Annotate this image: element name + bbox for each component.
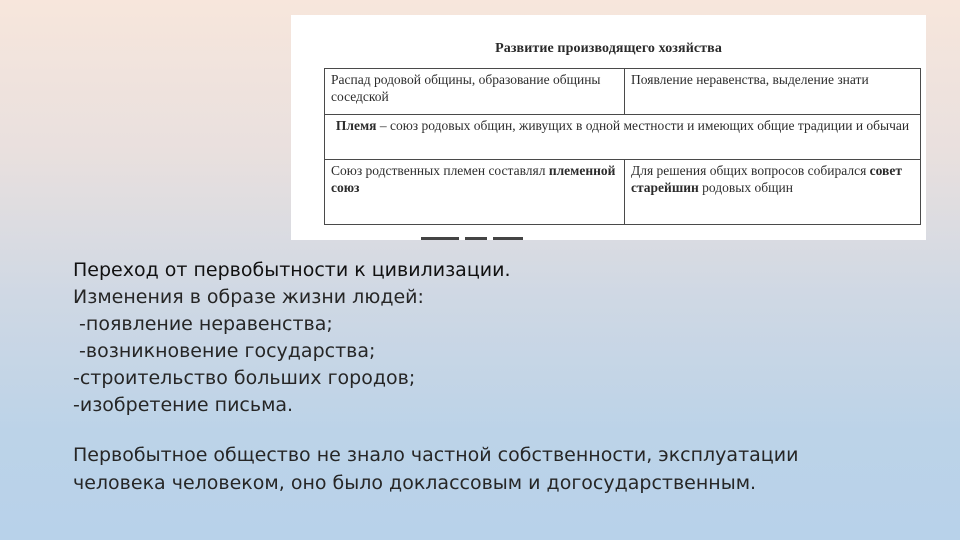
list-item: -строительство больших городов; [73,367,416,389]
tribe-term: Племя [335,118,377,133]
elders-council-term: совет старейшин [631,163,902,195]
tribal-union-term: племенной союз [331,163,616,195]
table-row [325,115,920,160]
development-table [324,68,921,225]
tribal-union-text: Союз родственных племен составлял [331,163,549,178]
table-cell-community-decay: Распад родовой общины, образование общины соседской [325,69,625,114]
table-row [325,160,920,224]
list-item: -изобретение письма. [73,394,294,416]
cropped-text-fragment [421,234,571,240]
table-image [291,15,926,240]
elders-council-text: Для решения общих вопросов собирался [631,163,870,178]
section-subheading: Изменения в образе жизни людей: [73,286,424,308]
list-item: -возникновение государства; [73,340,376,362]
main-text [73,257,893,497]
elders-council-tail: родовых общин [698,180,793,195]
table-cell-tribe [325,115,920,159]
table-row [325,69,920,115]
table-cell-elders-council [625,160,920,224]
summary-paragraph: Первобытное общество не знало частной собственности, эксплуатации человека человеком, оно было доклассовым и догосударственным. [73,444,799,494]
table-cell-inequality: Появление неравенства, выделение знати [631,72,869,87]
tribe-definition: – союз родовых общин, живущих в одной местности и имеющих общие традиции и обычаи [376,118,910,133]
table-cell-tribal-union [325,160,625,224]
table-title: Развитие производящего хозяйства [495,41,722,56]
section-heading: Переход от первобытности к цивилизации. [73,259,511,281]
list-item: -появление неравенства; [73,313,333,335]
